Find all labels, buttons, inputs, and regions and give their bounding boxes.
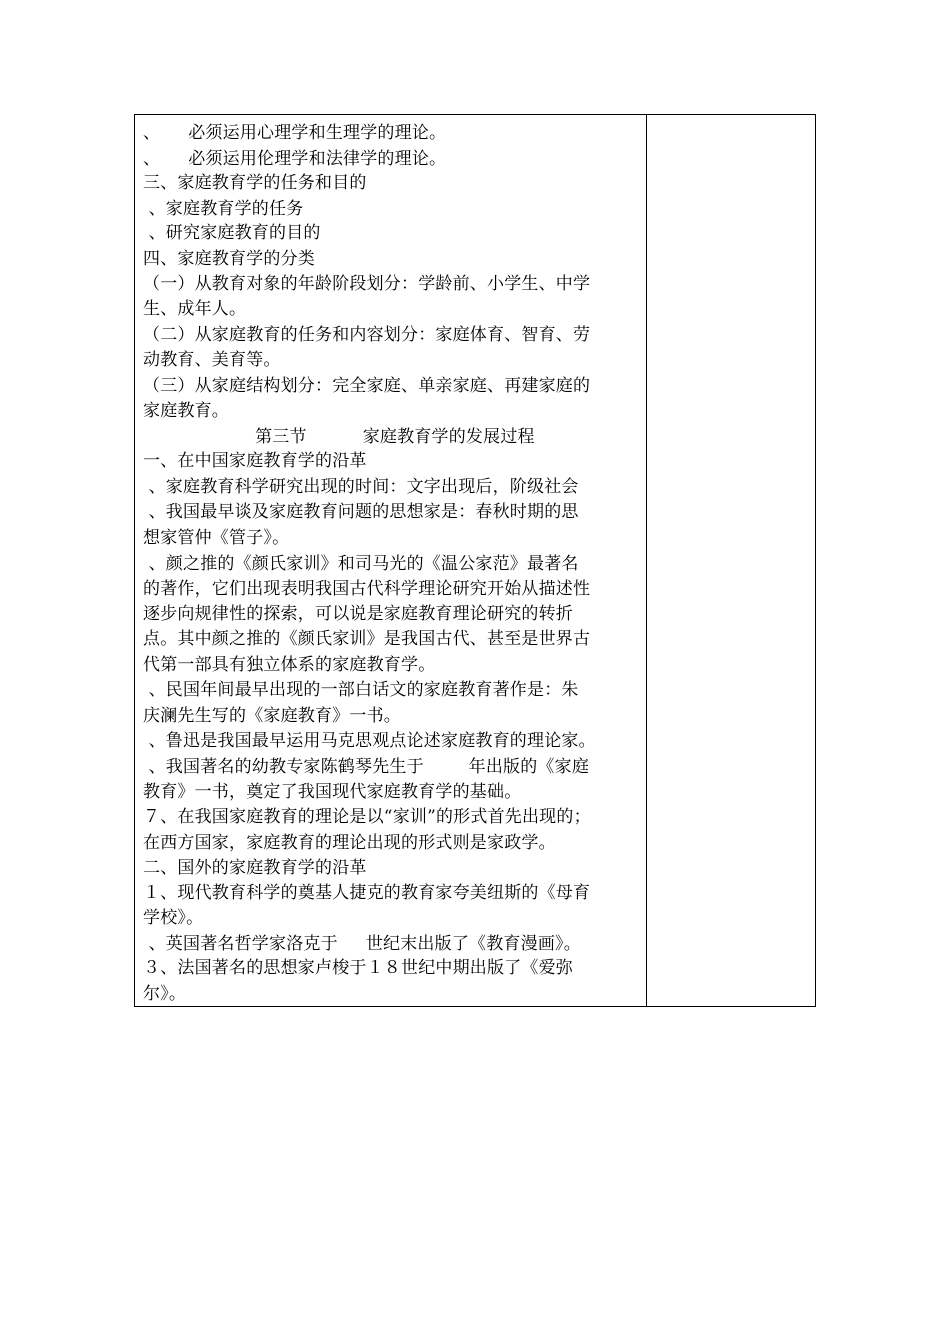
text-line: 家庭教育。 [143, 401, 229, 422]
text-line: 尔》。 [143, 984, 187, 1004]
text-line: 想家管仲《管子》。 [143, 527, 290, 548]
text-line: 四、家庭教育学的分类 [143, 248, 315, 269]
text-line: 、民国年间最早出现的一部白话文的家庭教育著作是：朱 [143, 680, 579, 701]
text-line: １、现代教育科学的奠基人捷克的教育家夸美纽斯的《母育 [143, 882, 591, 903]
text-line: 、颜之推的《颜氏家训》和司马光的《温公家范》最著名 [143, 553, 579, 574]
text-line: 生、成年人。 [143, 299, 247, 320]
text-line: 一、在中国家庭教育学的沿革 [143, 451, 367, 472]
text-line: （二）从家庭教育的任务和内容划分：家庭体育、智育、劳 [143, 324, 591, 345]
text-line: 、我国最早谈及家庭教育问题的思想家是：春秋时期的思 [143, 502, 579, 523]
text-line: 二、国外的家庭教育学的沿革 [143, 858, 367, 879]
text-line: （一）从教育对象的年龄阶段划分：学龄前、小学生、中学 [143, 273, 591, 294]
text-line: 教育》一书，奠定了我国现代家庭教育学的基础。 [143, 781, 522, 802]
text-line: 动教育、美育等。 [143, 350, 281, 371]
text-line: ３、法国著名的思想家卢梭于１８世纪中期出版了《爱弥 [143, 958, 573, 979]
text-line: 、家庭教育科学研究出现的时间：文字出现后，阶级社会 [143, 476, 579, 497]
text-line: 三、家庭教育学的任务和目的 [143, 173, 367, 194]
column-divider [646, 115, 647, 1006]
text-line: 学校》。 [143, 908, 204, 929]
text-line: 、 必须运用伦理学和法律学的理论。 [143, 148, 447, 169]
text-line: ７、在我国家庭教育的理论是以“家训”的形式首先出现的； [143, 807, 591, 828]
text-line: 点。其中颜之推的《颜氏家训》是我国古代、甚至是世界古 [143, 629, 591, 650]
text-line: 、我国著名的幼教专家陈鹤琴先生于 年出版的《家庭 [143, 756, 590, 777]
text-line: 、 必须运用心理学和生理学的理论。 [143, 123, 447, 143]
document-table [134, 114, 816, 1007]
text-line: 庆澜先生写的《家庭教育》一书。 [143, 705, 401, 726]
text-line: 代第一部具有独立体系的家庭教育学。 [143, 654, 436, 675]
text-line: 在西方国家，家庭教育的理论出现的形式则是家政学。 [143, 832, 556, 853]
text-line: 逐步向规律性的探索，可以说是家庭教育理论研究的转折 [143, 603, 573, 624]
text-line: 、研究家庭教育的目的 [143, 223, 321, 244]
text-line: （三）从家庭结构划分：完全家庭、单亲家庭、再建家庭的 [143, 375, 591, 396]
text-line: 第三节 家庭教育学的发展过程 [143, 426, 535, 447]
text-line: 、英国著名哲学家洛克于 世纪末出版了《教育漫画》。 [143, 933, 581, 954]
text-line: 的著作，它们出现表明我国古代科学理论研究开始从描述性 [143, 579, 591, 600]
text-line: 、家庭教育学的任务 [143, 198, 304, 219]
text-line: 、鲁迅是我国最早运用马克思观点论述家庭教育的理论家。 [143, 731, 596, 752]
